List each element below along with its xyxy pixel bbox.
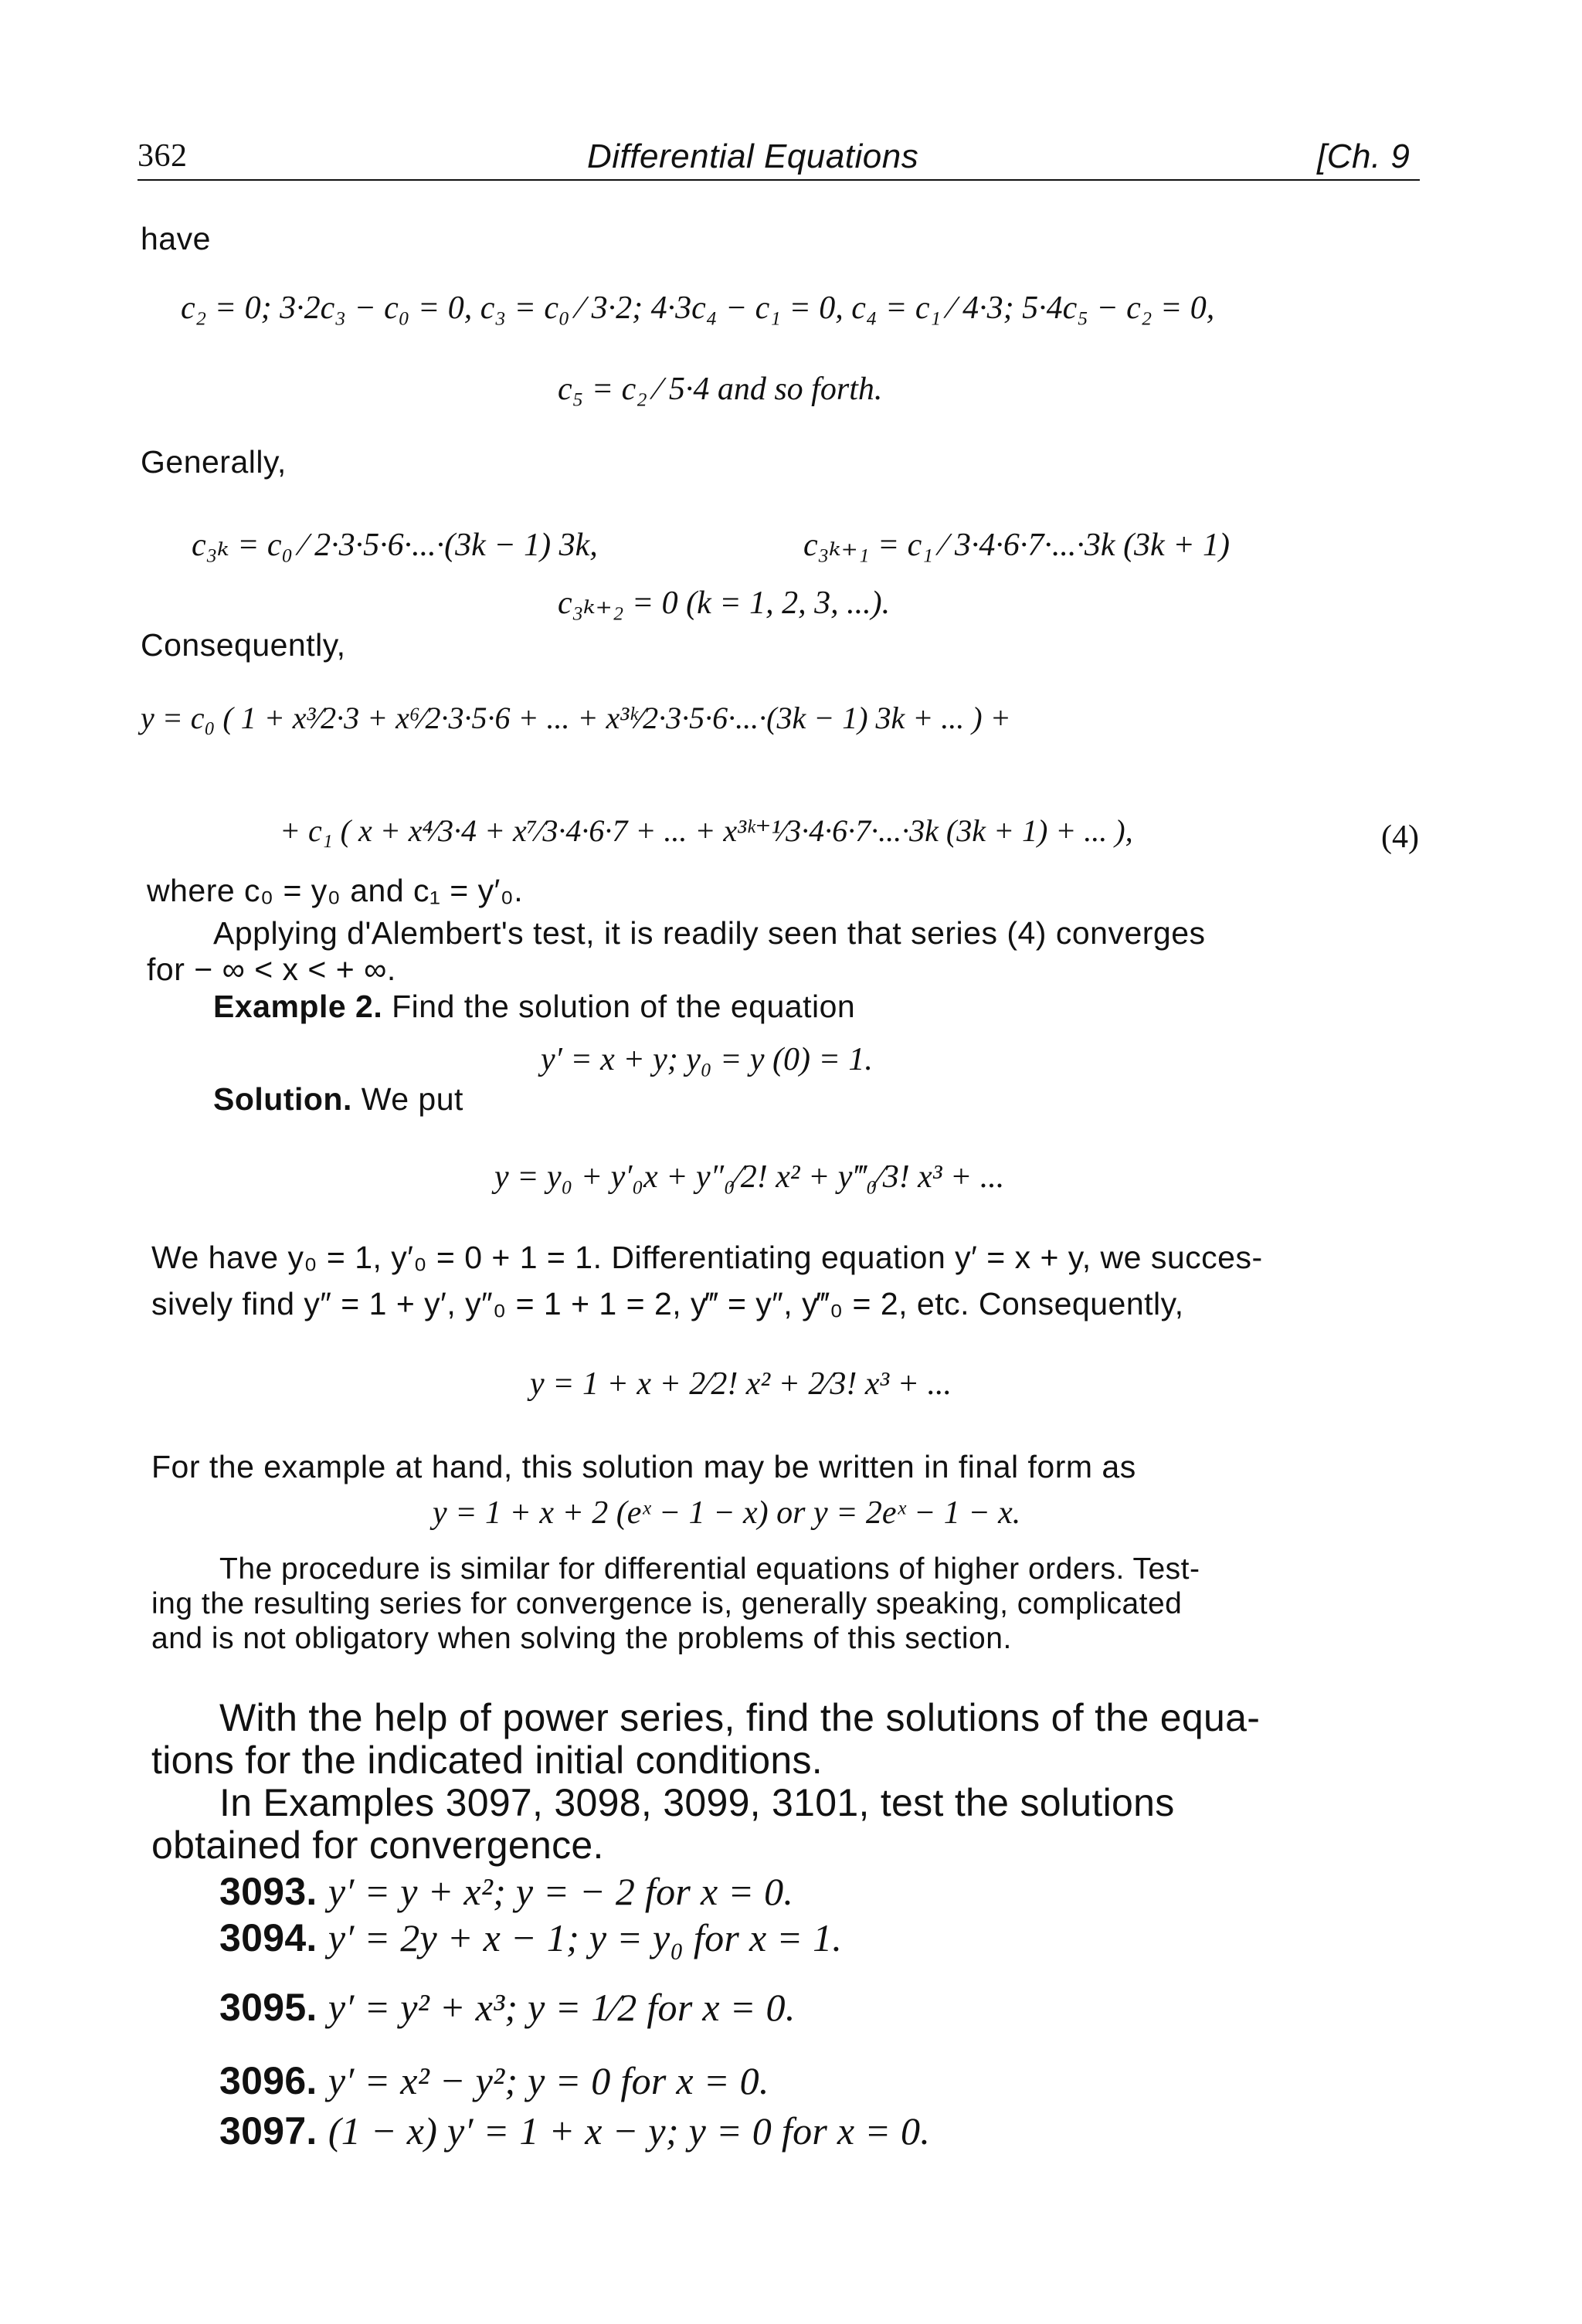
series-result: y = 1 + x + 2⁄2! x² + 2⁄3! x³ + ...	[530, 1366, 952, 1402]
problem-number: 3095.	[219, 1986, 317, 2029]
text-where: where c₀ = y₀ and c₁ = y′₀.	[147, 873, 524, 908]
problem-text: y′ = x² − y²; y = 0 for x = 0.	[328, 2059, 769, 2102]
text-we-have-2: sively find y″ = 1 + y′, y″₀ = 1 + 1 = 2, y‴ = y″, y‴₀ = 2, etc. Consequently,	[151, 1286, 1184, 1321]
text-have: have	[141, 221, 211, 256]
problem-number: 3097.	[219, 2109, 317, 2153]
text-procedure-3: and is not obligatory when solving the problems of this section.	[151, 1622, 1012, 1655]
coefficient-line-2: c₅ = c₂ ⁄ 5·4 and so forth.	[558, 372, 883, 407]
problem-number: 3094.	[219, 1916, 317, 1959]
coefficient-line-1: c₂ = 0; 3·2c₃ − c₀ = 0, c₃ = c₀ ⁄ 3·2; 4·3c₄ − c₁ = 0, c₄ = c₁ ⁄ 4·3; 5·4c₅ − c₂ = 0,	[181, 290, 1215, 326]
text-instructions-4: obtained for convergence.	[151, 1824, 604, 1867]
formula-c3k-plus-1: c₃ₖ₊₁ = c₁ ⁄ 3·4·6·7·...·3k (3k + 1)	[803, 528, 1231, 563]
final-form-equation: y = 1 + x + 2 (eˣ − 1 − x) or y = 2eˣ − 1 − x.	[433, 1495, 1021, 1531]
example-2-label: Example 2.	[213, 989, 383, 1024]
problem-text: y′ = 2y + x − 1; y = y₀ for x = 1.	[328, 1916, 843, 1959]
problem-text: (1 − x) y′ = 1 + x − y; y = 0 for x = 0.	[328, 2109, 931, 2153]
problem-number: 3093.	[219, 1870, 317, 1913]
equation-number: (4)	[1381, 819, 1419, 855]
text-instructions-3: In Examples 3097, 3098, 3099, 3101, test the solutions	[219, 1781, 1175, 1824]
series-line-1: y = c₀ ( 1 + x³⁄2·3 + x⁶⁄2·3·5·6 + ... + x³ᵏ⁄2·3·5·6·...·(3k − 1) 3k + ... ) +	[141, 701, 1011, 735]
text-we-have-1: We have y₀ = 1, y′₀ = 0 + 1 = 1. Differentiating equation y′ = x + y, we succes-	[151, 1240, 1263, 1275]
example-2	[213, 989, 855, 1025]
formula-c3k-plus-2: c₃ₖ₊₂ = 0 (k = 1, 2, 3, ...).	[558, 585, 891, 621]
text-dalembert-2: for − ∞ < x < + ∞.	[147, 952, 396, 987]
page-number: 362	[137, 138, 188, 174]
problem-number: 3096.	[219, 2059, 317, 2102]
text-instructions-1: With the help of power series, find the solutions of the equa-	[219, 1696, 1261, 1739]
series-line-2: + c₁ ( x + x⁴⁄3·4 + x⁷⁄3·4·6·7 + ... + x³ᵏ⁺¹⁄3·4·6·7·...·3k (3k + 1) + ... ),	[280, 813, 1133, 848]
problem-text: y′ = y² + x³; y = 1⁄2 for x = 0.	[328, 1986, 796, 2029]
problem-text: y′ = y + x²; y = − 2 for x = 0.	[328, 1870, 794, 1913]
problem-3093	[219, 1869, 793, 1914]
formula-c3k: c₃ₖ = c₀ ⁄ 2·3·5·6·...·(3k − 1) 3k,	[192, 528, 598, 563]
problem-3095	[219, 1985, 796, 2030]
problem-3096	[219, 2058, 769, 2103]
text-procedure-1: The procedure is similar for differential equations of higher orders. Test-	[219, 1552, 1200, 1586]
taylor-expansion: y = y₀ + y′₀x + y″₀⁄2! x² + y‴₀⁄3! x³ + ...	[494, 1159, 1005, 1195]
text-consequently: Consequently,	[141, 627, 346, 663]
text-dalembert-1: Applying d'Alembert's test, it is readily seen that series (4) converges	[213, 915, 1206, 951]
text-procedure-2: ing the resulting series for convergence is, generally speaking, complicated	[151, 1587, 1183, 1620]
solution-text: We put	[361, 1081, 463, 1117]
running-title: Differential Equations	[587, 137, 919, 175]
problem-3094	[219, 1915, 842, 1960]
chapter-label: [Ch. 9	[1317, 137, 1411, 175]
header-rule	[137, 179, 1420, 181]
text-final-form: For the example at hand, this solution may be written in final form as	[151, 1449, 1136, 1484]
problem-3097	[219, 2109, 930, 2153]
example-2-text: Find the solution of the equation	[392, 989, 856, 1024]
solution	[213, 1081, 463, 1118]
text-generally: Generally,	[141, 444, 287, 480]
solution-label: Solution.	[213, 1081, 352, 1117]
example-2-equation: y′ = x + y; y₀ = y (0) = 1.	[541, 1042, 873, 1077]
text-instructions-2: tions for the indicated initial conditions.	[151, 1739, 823, 1782]
